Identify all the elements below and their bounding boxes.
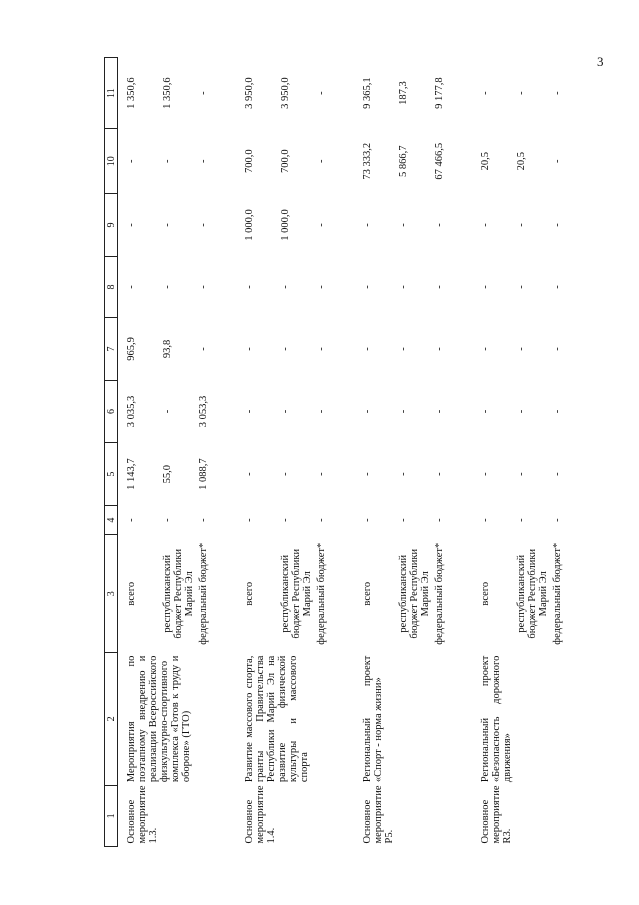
measure-name: Мероприятия по поэтапному внедрению и реализации Всероссийского физкультурно-спортивного комплекса «Готов к труду и обороне» (ГТО) (126, 655, 192, 783)
value-cell: 5 866,7 (398, 145, 409, 177)
value-cell: - (162, 285, 173, 289)
value-cell: - (162, 223, 173, 227)
value-cell: - (398, 347, 409, 351)
header-cell: 1 (105, 785, 118, 846)
value-cell: - (434, 409, 445, 414)
value-cell: - (516, 223, 527, 227)
value-cell: - (198, 223, 209, 227)
value-cell: - (316, 409, 327, 414)
value-cell: - (362, 472, 373, 476)
value-cell: - (198, 518, 209, 522)
value-cell: - (480, 518, 491, 522)
value-cell: 1 143,7 (126, 458, 137, 490)
value-cell: - (280, 472, 291, 476)
funding-source: федеральный бюджет* (316, 542, 327, 645)
funding-source: федеральный бюджет* (434, 542, 445, 645)
value-cell: - (280, 518, 291, 522)
header-cell: 8 (105, 256, 118, 317)
table-row (244, 58, 280, 847)
header-cell: 4 (105, 505, 118, 534)
header-cell: 3 (105, 535, 118, 653)
value-cell: - (162, 518, 173, 522)
funding-source: республиканский бюджет Республики Марий Эл (162, 548, 195, 639)
value-cell: - (244, 518, 255, 522)
value-cell: - (316, 223, 327, 227)
value-cell: 73 333,2 (362, 142, 373, 180)
value-cell: - (244, 285, 255, 289)
value-cell: - (244, 347, 255, 351)
value-cell: - (126, 159, 137, 163)
value-cell: - (434, 472, 445, 476)
value-cell: 1 350,6 (126, 77, 137, 109)
value-cell: - (516, 285, 527, 289)
value-cell: 9 177,8 (434, 77, 445, 109)
value-cell: 700,0 (244, 149, 255, 174)
funding-source: федеральный бюджет* (198, 542, 209, 645)
value-cell: 9 365,1 (362, 77, 373, 109)
value-cell: - (198, 159, 209, 163)
value-cell: 965,9 (126, 337, 137, 361)
measure-code: Основное мероприятие 1.4. (244, 785, 277, 844)
header-cell: 11 (105, 58, 118, 129)
value-cell: - (552, 91, 563, 95)
value-cell: 55,0 (162, 464, 173, 484)
header-cell: 9 (105, 194, 118, 257)
value-cell: - (552, 159, 563, 163)
value-cell: - (516, 518, 527, 522)
value-cell: - (280, 347, 291, 351)
value-cell: - (434, 347, 445, 351)
value-cell: - (398, 518, 409, 522)
value-cell: 1 350,6 (162, 77, 173, 109)
value-cell: - (162, 159, 173, 163)
value-cell: 20,5 (516, 152, 527, 171)
value-cell: 1 000,0 (280, 209, 291, 241)
value-cell: 1 088,7 (198, 458, 209, 490)
value-cell: - (480, 285, 491, 289)
value-cell: - (280, 285, 291, 289)
value-cell: - (516, 91, 527, 95)
value-cell: - (516, 409, 527, 414)
measure-code: Основное мероприятие 1.3. (126, 785, 159, 844)
funding-source: всего (244, 581, 255, 606)
table-row (362, 58, 398, 847)
value-cell: - (316, 91, 327, 95)
value-cell: 3 035,3 (126, 395, 137, 428)
value-cell: - (280, 409, 291, 414)
value-cell: - (362, 347, 373, 351)
value-cell: - (198, 91, 209, 95)
header-cell: 2 (105, 653, 118, 786)
header-cell: 6 (105, 380, 118, 443)
value-cell: 1 000,0 (244, 209, 255, 241)
value-cell: - (480, 409, 491, 414)
table-body (118, 58, 591, 847)
value-cell: - (398, 223, 409, 227)
value-cell: - (198, 285, 209, 289)
value-cell: - (398, 409, 409, 414)
value-cell: - (362, 518, 373, 522)
value-cell: - (126, 518, 137, 522)
value-cell: 20,5 (480, 152, 491, 171)
funding-source: всего (126, 581, 137, 606)
funding-source: федеральный бюджет* (552, 542, 563, 645)
funding-source: всего (362, 581, 373, 606)
value-cell: 3 950,0 (244, 77, 255, 109)
value-cell: - (480, 223, 491, 227)
value-cell: - (516, 472, 527, 476)
funding-source: всего (480, 581, 491, 606)
value-cell: - (316, 347, 327, 351)
value-cell: - (316, 159, 327, 163)
funding-source: республиканский бюджет Республики Марий Эл (280, 548, 313, 639)
value-cell: - (552, 223, 563, 227)
value-cell: - (552, 347, 563, 351)
value-cell: - (434, 518, 445, 522)
measure-name: Региональный проект «Безопасность дорожного движения» (480, 655, 513, 783)
value-cell: - (362, 285, 373, 289)
header-cell: 10 (105, 129, 118, 194)
value-cell: - (434, 223, 445, 227)
page-number: 3 (597, 54, 604, 69)
rotated-page (104, 57, 563, 847)
value-cell: - (398, 285, 409, 289)
measure-code: Основное мероприятие Р5. (362, 785, 395, 844)
value-cell: - (552, 285, 563, 289)
header-cell: 7 (105, 318, 118, 381)
value-cell: - (480, 347, 491, 351)
value-cell: - (126, 285, 137, 289)
value-cell: - (316, 472, 327, 476)
value-cell: - (552, 518, 563, 522)
value-cell: - (198, 347, 209, 351)
value-cell: - (244, 409, 255, 414)
funding-source: республиканский бюджет Республики Марий Эл (516, 548, 549, 639)
value-cell: 3 950,0 (280, 77, 291, 109)
value-cell: - (552, 409, 563, 414)
table-row (126, 58, 162, 847)
value-cell: - (126, 223, 137, 227)
value-cell: 187,3 (398, 81, 409, 105)
value-cell: - (516, 347, 527, 351)
value-cell: - (244, 472, 255, 476)
measure-name: Развитие массового спорта, гранты Правительства Республики Марий Эл на развитие физической культуры и массового спорта (244, 655, 310, 783)
header-row (105, 58, 118, 847)
budget-table (104, 57, 590, 847)
value-cell: - (398, 472, 409, 476)
value-cell: 93,8 (162, 339, 173, 359)
measure-code: Основное мероприятие R3. (480, 785, 513, 844)
funding-source: республиканский бюджет Республики Марий Эл (398, 548, 431, 639)
value-cell: - (434, 285, 445, 289)
table-row (480, 58, 516, 847)
value-cell: 3 053,3 (198, 395, 209, 428)
value-cell: - (162, 409, 173, 414)
value-cell: - (552, 472, 563, 476)
value-cell: - (362, 223, 373, 227)
value-cell: - (480, 91, 491, 95)
value-cell: 67 466,5 (434, 142, 445, 180)
value-cell: 700,0 (280, 149, 291, 174)
value-cell: - (362, 409, 373, 414)
value-cell: - (316, 285, 327, 289)
header-cell: 5 (105, 443, 118, 506)
value-cell: - (316, 518, 327, 522)
value-cell: - (480, 472, 491, 476)
measure-name: Региональный проект «Спорт - норма жизни» (362, 655, 384, 783)
